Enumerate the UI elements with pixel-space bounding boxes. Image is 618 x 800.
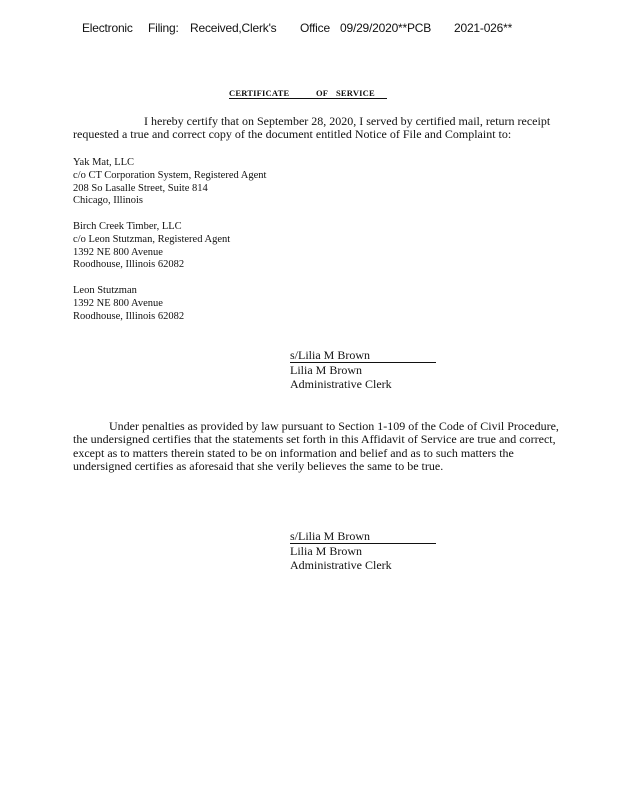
signature-block <box>290 530 436 572</box>
signer-role: Administrative Clerk <box>290 558 392 572</box>
header-received: Received,Clerk's <box>190 21 277 35</box>
filing-stamp-header <box>82 21 602 119</box>
recipient-line: 1392 NE 800 Avenue <box>73 297 163 309</box>
affidavit-paragraph: Under penalties as provided by law pursuant to Section 1-109 of the Code of Civil Procedure, the undersigned certifies that the statements set forth in this Affidavit of Service are true and correct, except as to matters therein stated to be on information and belief and as to such matters the undersigned certifies as aforesaid that she verily believes the same to be true. <box>73 419 559 473</box>
recipient-line: c/o CT Corporation System, Registered Agent <box>73 169 267 181</box>
recipient-line: Leon Stutzman <box>73 285 137 296</box>
recipient-block <box>73 221 230 272</box>
header-electronic: Electronic <box>82 21 133 35</box>
header-date: 09/29/2020**PCB <box>340 21 432 35</box>
signature-line: s/Lilia M Brown <box>290 530 436 544</box>
recipient-block <box>73 285 184 323</box>
title-word-of: OF <box>316 88 329 98</box>
recipient-line: Yak Mat, LLC <box>73 157 135 168</box>
recipient-line: Birch Creek Timber, LLC <box>73 221 182 232</box>
recipient-line: c/o Leon Stutzman, Registered Agent <box>73 233 231 245</box>
certification-paragraph: I hereby certify that on September 28, 2020, I served by certified mail, return receipt requested a true and correct copy of the document entitled Notice of File and Complaint to: <box>73 114 551 142</box>
recipient-line: Chicago, Illinois <box>73 195 143 207</box>
header-case-number: 2021-026** <box>454 21 513 35</box>
recipient-line: Roodhouse, Illinois 62082 <box>73 259 185 271</box>
recipient-line: Roodhouse, Illinois 62082 <box>73 310 185 322</box>
recipient-line: 208 So Lasalle Street, Suite 814 <box>73 182 208 194</box>
signer-role: Administrative Clerk <box>290 377 392 391</box>
recipient-line: 1392 NE 800 Avenue <box>73 246 163 258</box>
recipient-block <box>73 157 266 208</box>
title-word-service: SERVICE <box>336 88 375 98</box>
signer-name: Lilia M Brown <box>290 544 362 558</box>
signature-block <box>290 349 436 391</box>
header-office: Office <box>300 21 330 35</box>
header-filing: Filing: <box>148 21 179 35</box>
signature-line: s/Lilia M Brown <box>290 349 436 363</box>
title-word-certificate: CERTIFICATE <box>229 88 290 98</box>
signer-name: Lilia M Brown <box>290 363 362 377</box>
document-title <box>229 88 387 99</box>
